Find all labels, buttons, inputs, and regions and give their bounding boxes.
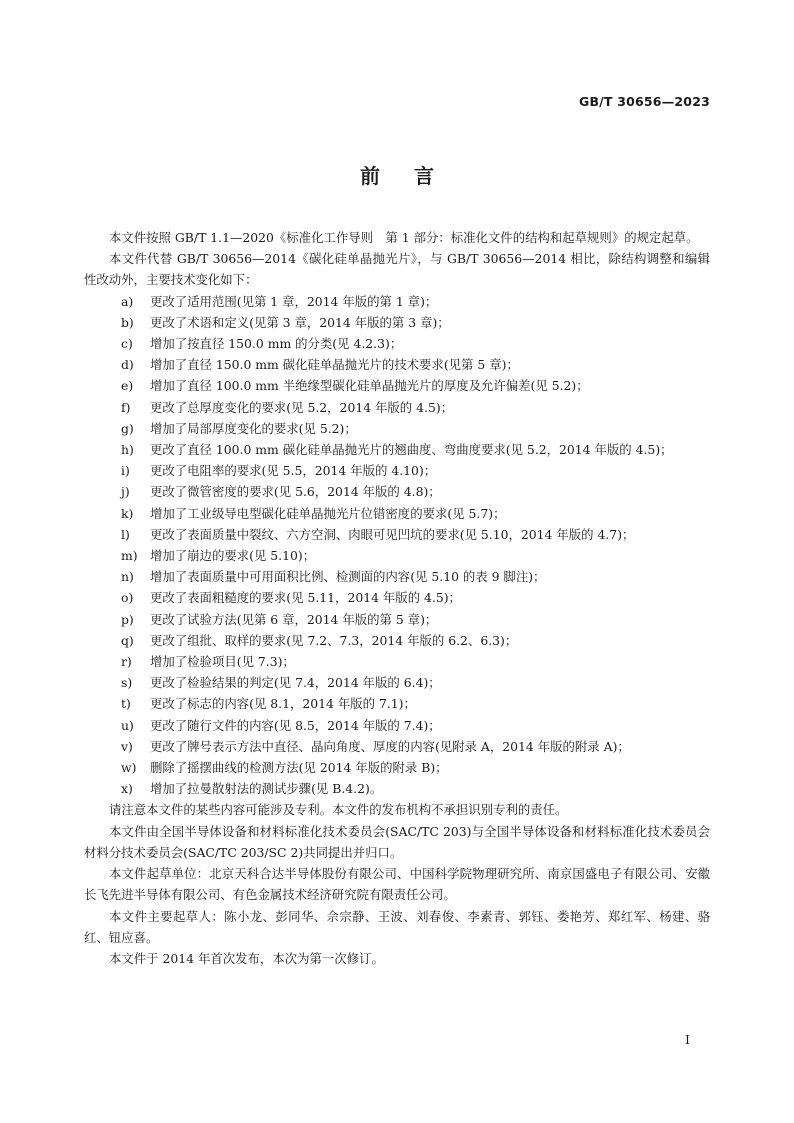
list-item-text: 更改了随行文件的内容(见 8.5，2014 年版的 7.4)； [150, 717, 441, 733]
list-item-label: k) [121, 505, 134, 521]
list-item-label: s) [121, 675, 133, 691]
list-item-text: 更改了组批、取样的要求(见 7.2、7.3，2014 年版的 6.2、6.3)； [150, 632, 518, 648]
list-item-text: 更改了总厚度变化的要求(见 5.2，2014 年版的 4.5)； [150, 399, 454, 415]
list-item [84, 333, 710, 354]
list-item-text: 更改了微管密度的要求(见 5.6，2014 年版的 4.8)； [150, 484, 441, 500]
list-item-label: d) [121, 357, 134, 373]
list-item [84, 397, 710, 418]
list-item-label: b) [121, 314, 134, 330]
list-item-label: x) [121, 781, 133, 797]
list-item [84, 778, 710, 799]
list-item-label: q) [121, 632, 134, 648]
list-item-label: o) [121, 590, 134, 606]
list-item-label: e) [121, 378, 134, 394]
paragraph-patent-notice: 请注意本文件的某些内容可能涉及专利。本文件的发布机构不承担识别专利的责任。 [109, 802, 568, 818]
list-item [84, 375, 710, 396]
changes-list [84, 291, 710, 800]
list-item-text: 增加了直径 100.0 mm 半绝缘型碳化硅单晶抛光片的厚度及允许偏差(见 5.2)； [150, 378, 589, 394]
list-item-text: 更改了检验结果的判定(见 7.4，2014 年版的 6.4)； [150, 675, 441, 691]
list-item-text: 更改了标志的内容(见 8.1，2014 年版的 7.1)； [150, 696, 416, 712]
list-item [84, 524, 710, 545]
paragraph-publication-history: 本文件于 2014 年首次发布，本次为第一次修订。 [109, 950, 384, 966]
list-item [84, 312, 710, 333]
list-item [84, 630, 710, 651]
page-title: 前言 [360, 164, 468, 188]
list-item [84, 587, 710, 608]
paragraph-proposed-by: 本文件由全国半导体设备和材料标准化技术委员会(SAC/TC 203)与全国半导体设备和材料标准化技术委员会材料分技术委员会(SAC/TC 203/SC 2)共同提出并归口。 [84, 823, 710, 860]
list-item-text: 增加了直径 150.0 mm 碳化硅单晶抛光片的技术要求(见第 5 章)； [150, 357, 519, 373]
list-item [84, 757, 710, 778]
list-item-text: 增加了工业级导电型碳化硅单晶抛光片位错密度的要求(见 5.7)； [150, 505, 506, 521]
paragraph-replacement: 本文件代替 GB/T 30656—2014《碳化硅单晶抛光片》，与 GB/T 30656—2014 相比，除结构调整和编辑性改动外，主要技术变化如下： [84, 251, 710, 288]
list-item-label: n) [121, 569, 134, 585]
list-item-label: j) [121, 484, 130, 500]
list-item-text: 更改了表面质量中裂纹、六方空洞、肉眼可见凹坑的要求(见 5.10，2014 年版的 4.7)； [150, 526, 635, 542]
list-item-label: u) [121, 717, 134, 733]
list-item-label: w) [121, 760, 137, 776]
list-item-label: v) [121, 738, 133, 754]
list-item-text: 更改了术语和定义(见第 3 章，2014 年版的第 3 章)； [150, 314, 450, 330]
list-item-text: 增加了拉曼散射法的测试步骤(见 B.4.2)。 [150, 781, 383, 797]
list-item-label: t) [121, 696, 131, 712]
list-item-text: 更改了直径 100.0 mm 碳化硅单晶抛光片的翘曲度、弯曲度要求(见 5.2，2014 年版的 4.5)； [150, 442, 673, 458]
list-item-text: 增加了检验项目(见 7.3)； [150, 654, 295, 670]
list-item-label: p) [121, 611, 134, 627]
list-item [84, 439, 710, 460]
list-item-text: 更改了牌号表示方法中直径、晶向角度、厚度的内容(见附录 A，2014 年版的附录 A)； [150, 738, 630, 754]
list-item [84, 672, 710, 693]
list-item [84, 651, 710, 672]
list-item [84, 566, 710, 587]
list-item-text: 增加了表面质量中可用面积比例、检测面的内容(见 5.10 的表 9 脚注)； [150, 569, 546, 585]
list-item-text: 增加了局部厚度变化的要求(见 5.2)； [150, 420, 357, 436]
list-item-label: m) [121, 548, 138, 564]
list-item [84, 460, 710, 481]
list-item-label: g) [121, 420, 134, 436]
list-item [84, 291, 710, 312]
list-item [84, 503, 710, 524]
list-item-text: 更改了电阻率的要求(见 5.5，2014 年版的 4.10)； [150, 463, 437, 479]
list-item-text: 更改了试验方法(见第 6 章，2014 年版的第 5 章)； [150, 611, 438, 627]
list-item [84, 736, 710, 757]
page-number: I [685, 1032, 690, 1047]
standard-number: GB/T 30656—2023 [578, 94, 710, 109]
list-item-label: c) [121, 336, 133, 352]
list-item [84, 481, 710, 502]
paragraph-drafting-rules: 本文件按照 GB/T 1.1—2020《标准化工作导则 第 1 部分：标准化文件的结构和起草规则》的规定起草。 [109, 230, 699, 245]
list-item [84, 715, 710, 736]
list-item-label: h) [121, 442, 134, 458]
list-item-label: a) [121, 293, 134, 309]
paragraph-drafting-units: 本文件起草单位：北京天科合达半导体股份有限公司、中国科学院物理研究所、南京国盛电子有限公司、安徽长飞先进半导体有限公司、有色金属技术经济研究院有限责任公司。 [84, 866, 710, 903]
list-item-text: 更改了适用范围(见第 1 章，2014 年版的第 1 章)； [150, 293, 438, 309]
list-item [84, 545, 710, 566]
list-item-text: 增加了按直径 150.0 mm 的分类(见 4.2.3)； [150, 336, 403, 352]
list-item-label: i) [121, 463, 130, 479]
paragraph-drafters: 本文件主要起草人：陈小龙、彭同华、佘宗静、王波、刘春俊、李素青、郭钰、娄艳芳、郑红军、杨建、骆红、钮应喜。 [84, 908, 710, 945]
list-item-label: r) [121, 654, 132, 670]
list-item [84, 693, 710, 714]
list-item [84, 418, 710, 439]
list-item-text: 更改了表面粗糙度的要求(见 5.11，2014 年版的 4.5)； [150, 590, 461, 606]
foreword-body [84, 227, 710, 969]
list-item-label: l) [121, 526, 130, 542]
list-item [84, 354, 710, 375]
list-item [84, 609, 710, 630]
list-item-text: 增加了崩边的要求(见 5.10)； [150, 548, 316, 564]
list-item-text: 删除了摇摆曲线的检测方法(见 2014 年版的附录 B)； [150, 760, 448, 776]
list-item-label: f) [121, 399, 131, 415]
